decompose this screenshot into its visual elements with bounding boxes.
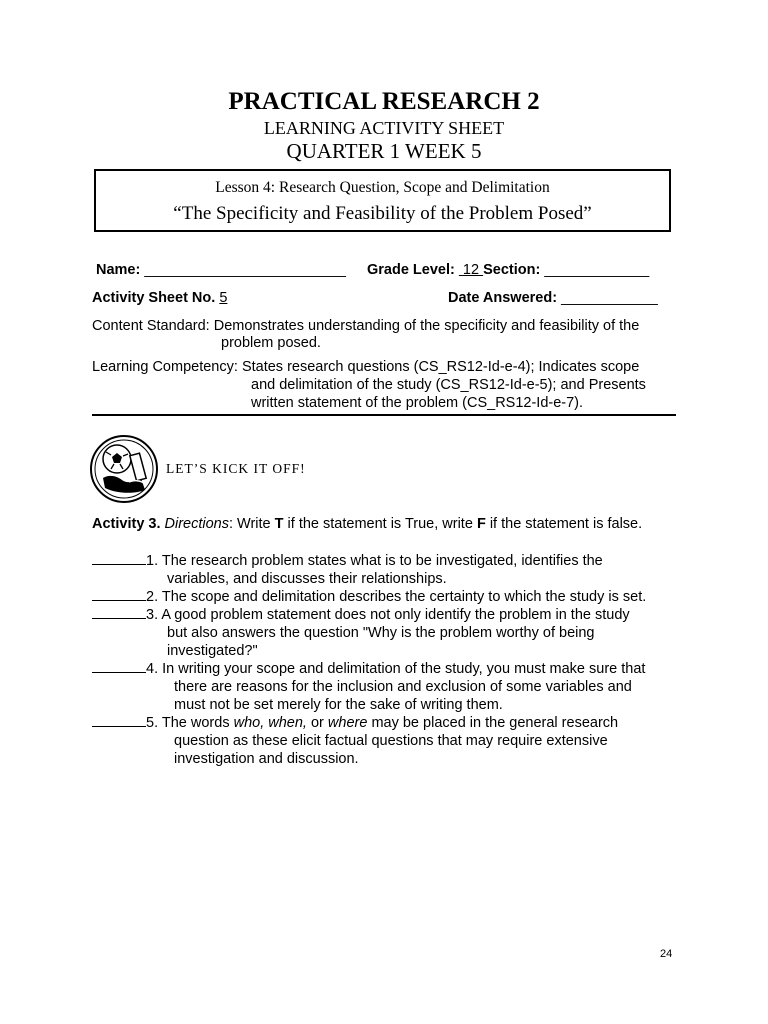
section-blank: _____________ <box>544 262 650 278</box>
answer-blank[interactable] <box>92 552 146 565</box>
item-text: variables, and discusses their relationships. <box>167 571 447 587</box>
list-item <box>92 714 675 732</box>
content-standard-line2: problem posed. <box>221 335 321 351</box>
item-text: but also answers the question "Why is the problem worthy of being <box>167 625 595 641</box>
lesson-box <box>94 169 671 232</box>
content-standard-line1: Demonstrates understanding of the specificity and feasibility of the <box>213 318 640 334</box>
list-item <box>92 606 675 624</box>
list-item <box>92 660 675 678</box>
item-text: The scope and delimitation describes the certainty to which the study is set. <box>161 589 647 605</box>
grade-row <box>367 262 649 278</box>
directions-text: if the statement is True, write <box>283 516 477 532</box>
item-text: question as these elicit factual questions that may require extensive <box>174 733 608 749</box>
learning-competency-line2: and delimitation of the study (CS_RS12-Id-e-5); and Presents <box>251 377 646 393</box>
learning-competency <box>92 359 639 375</box>
item-text: investigation and discussion. <box>174 751 359 767</box>
answer-blank[interactable] <box>92 714 146 727</box>
item-text: The research problem states what is to be investigated, identifies the <box>161 553 603 569</box>
name-blank: _________________________ <box>144 262 346 278</box>
answer-blank[interactable] <box>92 660 146 673</box>
item-text: A good problem statement does not only identify the problem in the study <box>161 607 630 623</box>
name-label: Name: <box>96 262 141 278</box>
item-number: 4. <box>146 661 159 677</box>
sheet-row <box>92 290 227 306</box>
item-number: 3. <box>146 607 159 623</box>
item-number: 2. <box>146 589 159 605</box>
item-number: 5. <box>146 715 159 731</box>
section-divider <box>92 414 676 416</box>
quarter-week: QUARTER 1 WEEK 5 <box>286 139 482 163</box>
document-subtitle: LEARNING ACTIVITY SHEET <box>263 118 505 138</box>
item-text: investigated?" <box>167 643 258 659</box>
sheet-value: 5 <box>219 290 228 306</box>
item-text: In writing your scope and delimitation of the study, you must make sure that <box>162 661 646 677</box>
date-blank: ____________ <box>561 290 658 306</box>
item-text: The words <box>161 715 234 731</box>
answer-blank[interactable] <box>92 606 146 619</box>
grade-label: Grade Level: <box>367 262 455 278</box>
item-number: 1. <box>146 553 159 569</box>
item-text-italic: who, when, <box>233 715 307 731</box>
page-number: 24 <box>660 948 673 960</box>
answer-blank[interactable] <box>92 588 146 601</box>
grade-value: 12 <box>462 262 480 278</box>
name-row <box>96 262 346 278</box>
directions-label: Directions <box>164 516 229 532</box>
learning-competency-line1: States research questions (CS_RS12-Id-e-4); Indicates scope <box>241 359 640 375</box>
content-standard-label: Content Standard: <box>92 318 210 334</box>
section-label: Section: <box>483 262 541 278</box>
learning-competency-line3: written statement of the problem (CS_RS12-Id-e-7). <box>251 395 584 411</box>
directions-text: : Write <box>229 516 275 532</box>
false-letter: F <box>476 516 486 532</box>
lesson-label: Lesson 4: Research Question, Scope and Delimitation <box>215 179 550 196</box>
item-text-italic: where <box>327 715 368 731</box>
list-item <box>92 552 675 570</box>
sheet-label: Activity Sheet No. <box>92 290 216 306</box>
learning-competency-label: Learning Competency: <box>92 359 238 375</box>
true-letter: T <box>274 516 284 532</box>
list-item <box>92 588 675 606</box>
activity-label: Activity 3. <box>92 516 161 532</box>
activity-directions <box>92 516 642 532</box>
item-text: may be placed in the general research <box>367 715 619 731</box>
content-standard <box>92 318 639 334</box>
item-text: must not be set merely for the sake of writing them. <box>174 697 503 713</box>
date-row <box>448 290 658 306</box>
directions-text: if the statement is false. <box>485 516 643 532</box>
kick-off-heading: LET’S KICK IT OFF! <box>166 461 306 476</box>
date-label: Date Answered: <box>448 290 558 306</box>
soccer-ball-icon <box>89 434 159 504</box>
document-title: PRACTICAL RESEARCH 2 <box>228 88 540 115</box>
lesson-title: “The Specificity and Feasibility of the Problem Posed” <box>173 203 592 224</box>
item-text: there are reasons for the inclusion and exclusion of some variables and <box>174 679 632 695</box>
item-text: or <box>306 715 328 731</box>
